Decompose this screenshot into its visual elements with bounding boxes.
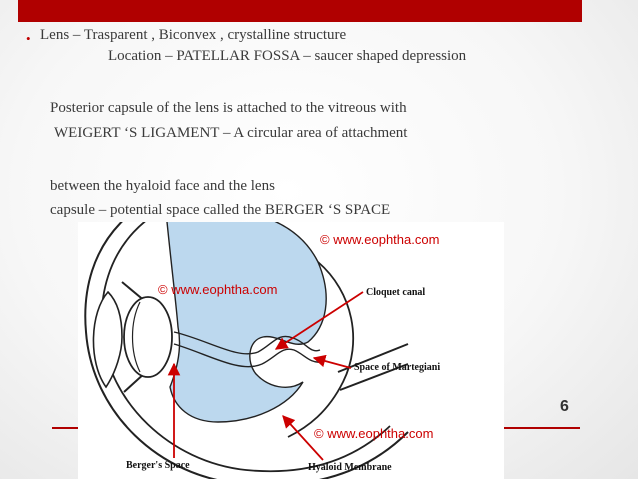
bullet-marker: • bbox=[26, 31, 31, 46]
label-bergers-space: Berger's Space bbox=[126, 460, 190, 471]
title-bar-accent bbox=[18, 0, 582, 22]
text-line-berger: capsule – potential space called the BERGER ‘S SPACE bbox=[50, 202, 391, 218]
text-line-location: Location – PATELLAR FOSSA – saucer shaped depression bbox=[108, 48, 467, 64]
text-line-posterior-capsule: Posterior capsule of the lens is attached to the vitreous with bbox=[50, 100, 407, 116]
arrow-martegiani bbox=[314, 358, 351, 368]
label-space-of-martegiani: Space of Martegiani bbox=[354, 362, 441, 373]
label-cloquet-canal: Cloquet canal bbox=[366, 287, 426, 298]
label-hyaloid-membrane: Hyaloid Membrane bbox=[308, 462, 392, 473]
text-line-weigert: WEIGERT ‘S LIGAMENT – A circular area of attachment bbox=[54, 125, 408, 141]
text-line-hyaloid-face: between the hyaloid face and the lens bbox=[50, 178, 275, 194]
watermark-top: © www.eophtha.com bbox=[320, 232, 440, 247]
watermark-bottom: © www.eophtha.com bbox=[314, 426, 434, 441]
footer-line-left bbox=[52, 427, 80, 429]
eye-diagram bbox=[78, 222, 504, 479]
vitreous-body bbox=[166, 222, 326, 422]
footer-line-right bbox=[503, 427, 580, 429]
lens-shape bbox=[124, 297, 172, 377]
cornea-shape bbox=[93, 292, 122, 387]
slide-number: 6 bbox=[560, 398, 569, 415]
text-line-lens: Lens – Trasparent , Biconvex , crystalline structure bbox=[40, 27, 347, 43]
watermark-middle: © www.eophtha.com bbox=[158, 282, 278, 297]
